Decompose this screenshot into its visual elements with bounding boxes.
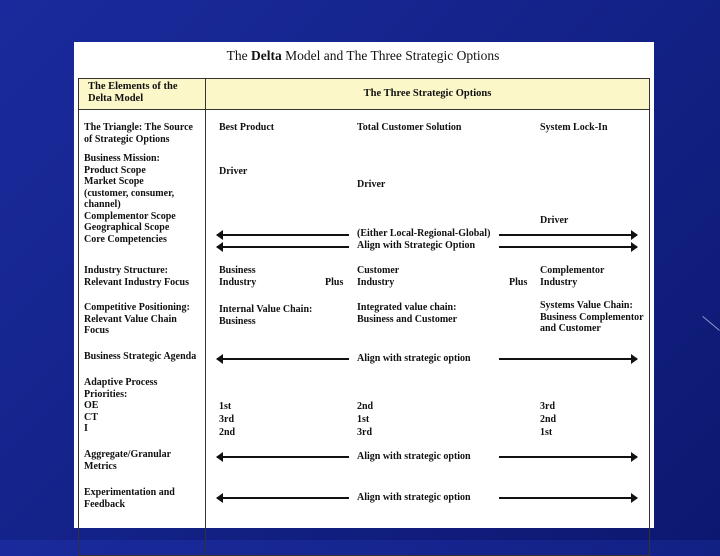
column-divider bbox=[205, 79, 206, 555]
driver-product-scope: Driver bbox=[219, 166, 248, 177]
header-elements-label: The Elements of the Delta Model bbox=[88, 81, 178, 104]
table-header bbox=[79, 79, 649, 110]
delta-model-figure bbox=[74, 42, 654, 528]
metrics-text: Align with strategic option bbox=[357, 451, 471, 462]
row-label-business-mission: Business Mission: Product Scope Market Scope (customer, consumer, channel) Complementor Scope Geographical Scope Core Competencies bbox=[84, 153, 176, 245]
arrow-core-left bbox=[217, 246, 349, 248]
arrow-geo-right bbox=[499, 234, 637, 236]
option-best-product: Best Product bbox=[219, 122, 275, 133]
value-chain-internal: Internal Value Chain: Business bbox=[219, 304, 313, 327]
industry-plus-2: Plus bbox=[509, 277, 528, 288]
arrow-metrics-right bbox=[499, 456, 637, 458]
arrow-core-right bbox=[499, 246, 637, 248]
row-label-industry-structure: Industry Structure: Relevant Industry Focus bbox=[84, 265, 190, 288]
option-system-lock-in: System Lock-In bbox=[540, 122, 608, 133]
row-label-experimentation: Experimentation and Feedback bbox=[84, 487, 175, 510]
arrow-experimentation-right bbox=[499, 497, 637, 499]
driver-market-scope: Driver bbox=[357, 179, 386, 190]
industry-business: Business Industry bbox=[219, 265, 257, 288]
strategic-options-table bbox=[78, 78, 650, 556]
industry-plus-1: Plus bbox=[325, 277, 344, 288]
agenda-text: Align with strategic option bbox=[357, 353, 471, 364]
value-chain-systems: Systems Value Chain: Business Complementor and Customer bbox=[540, 300, 644, 334]
value-chain-integrated: Integrated value chain: Business and Customer bbox=[357, 302, 458, 325]
row-label-adaptive-process: Adaptive Process Priorities: OE CT I bbox=[84, 377, 158, 434]
header-options-label: The Three Strategic Options bbox=[363, 88, 492, 99]
figure-title: The Delta Model and The Three Strategic Options bbox=[226, 48, 500, 63]
priorities-system-lock-in: 3rd 2nd 1st bbox=[540, 401, 557, 438]
driver-complementor-scope: Driver bbox=[540, 215, 569, 226]
option-total-customer-solution: Total Customer Solution bbox=[357, 122, 462, 133]
row-label-metrics: Aggregate/Granular Metrics bbox=[84, 449, 172, 472]
priorities-total-customer: 2nd 1st 3rd bbox=[357, 401, 374, 438]
priorities-best-product: 1st 3rd 2nd bbox=[219, 401, 236, 438]
industry-complementor: Complementor Industry bbox=[540, 265, 605, 288]
arrow-experimentation-left bbox=[217, 497, 349, 499]
arrow-agenda-right bbox=[499, 358, 637, 360]
arrow-geo-left bbox=[217, 234, 349, 236]
row-label-business-strategic-agenda: Business Strategic Agenda bbox=[84, 351, 197, 362]
slide-decoration-line bbox=[702, 316, 719, 331]
experimentation-text: Align with strategic option bbox=[357, 492, 471, 503]
industry-customer: Customer Industry bbox=[357, 265, 400, 288]
arrow-metrics-left bbox=[217, 456, 349, 458]
geographical-scope-text: (Either Local-Regional-Global) bbox=[357, 228, 491, 239]
row-label-competitive-positioning: Competitive Positioning: Relevant Value Chain Focus bbox=[84, 302, 190, 336]
arrow-agenda-left bbox=[217, 358, 349, 360]
core-competencies-text: Align with Strategic Option bbox=[357, 240, 476, 251]
row-label-triangle: The Triangle: The Source of Strategic Options bbox=[84, 122, 193, 145]
